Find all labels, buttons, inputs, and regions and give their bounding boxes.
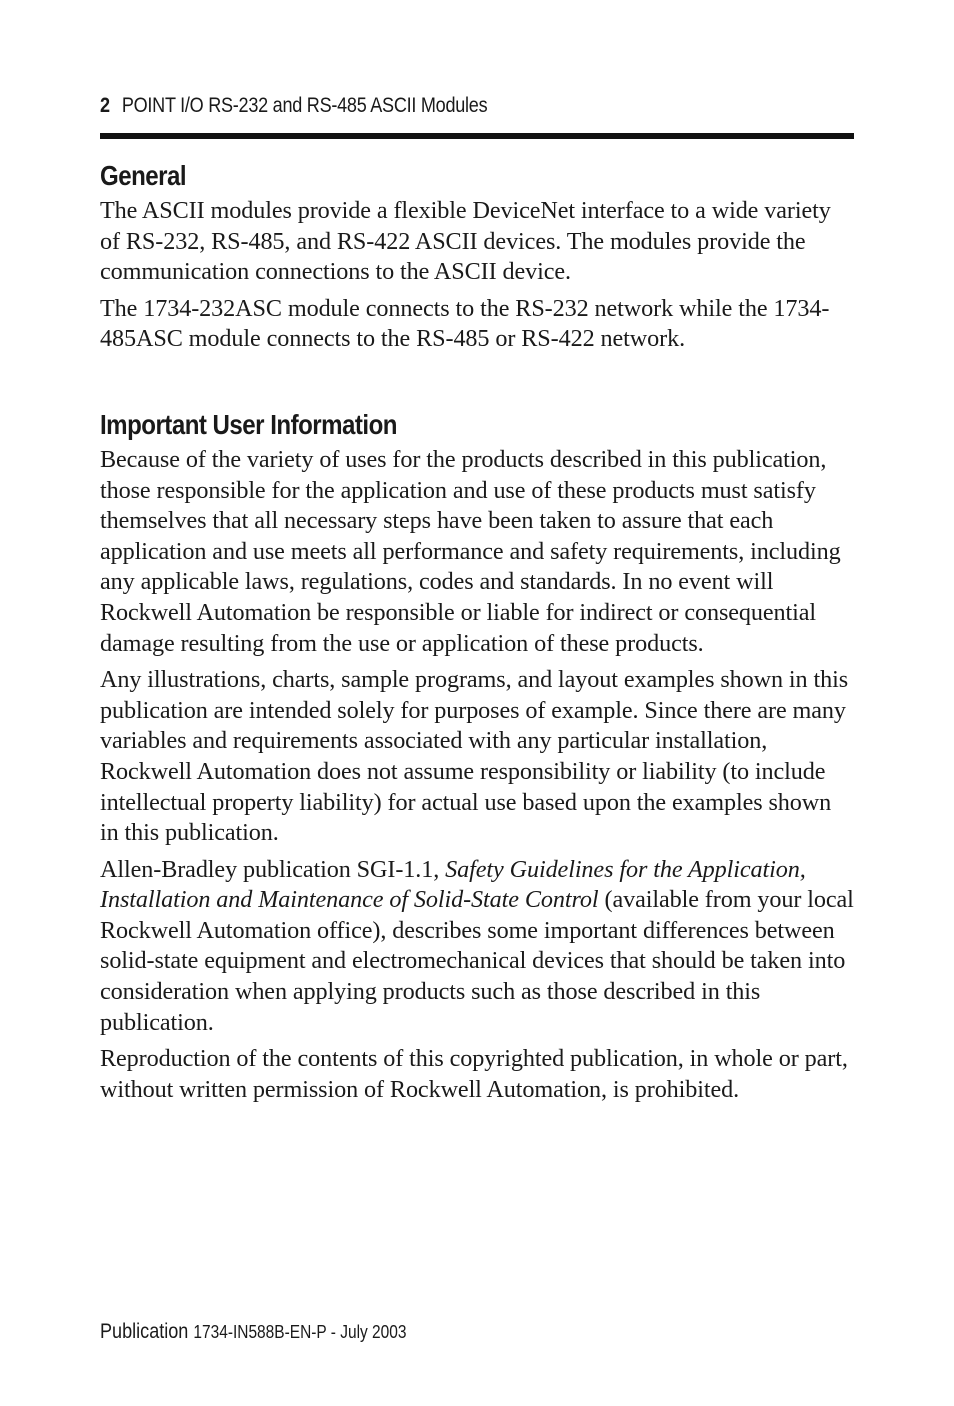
page-number: 2 bbox=[100, 94, 110, 117]
paragraph: Any illustrations, charts, sample programs, and layout examples shown in this publication are intended solely for purposes of example. Since there are many variables and requirements associated with any particular installation, Rockwell Automation does not assume responsibility or liability (to include intellectual property liability) for actual use based upon the examples shown in this publication. bbox=[100, 666, 849, 847]
running-header bbox=[100, 94, 748, 118]
paragraph: The ASCII modules provide a flexible DeviceNet interface to a wide variety of RS-232, RS-485, and RS-422 ASCII devices. The modules provide the communication connections to the ASCII device. bbox=[100, 197, 831, 286]
running-title: POINT I/O RS-232 and RS-485 ASCII Modules bbox=[121, 94, 488, 117]
section-important-user-information bbox=[100, 405, 854, 1105]
footer-label: Publication bbox=[100, 1320, 189, 1343]
safety-rest-text: (available from your local Rockwell Automation office), describes some important differences between solid-state equipment and electromechanical devices that should be taken into consideration when applying products such as those described in this publication. bbox=[100, 886, 854, 1036]
section-general bbox=[100, 156, 854, 355]
safety-lead-text: Allen-Bradley publication SGI-1.1, bbox=[100, 855, 446, 883]
publication-id: 1734-IN588B-EN-P - July 2003 bbox=[193, 1322, 407, 1342]
page-content bbox=[100, 156, 854, 1111]
paragraph: Reproduction of the contents of this copyrighted publication, in whole or part, without written permission of Rockwell Automation, is prohibited. bbox=[100, 1045, 848, 1103]
paragraph: Because of the variety of uses for the products described in this publication, those responsible for the application and use of these products must satisfy themselves that all necessary steps have been taken to assure that each application and use meets all performance and safety requirements, including any applicable laws, regulations, codes and standards. In no event will Rockwell Automation be responsible or liable for indirect or consequential damage resulting from the use or application of these products. bbox=[100, 445, 841, 657]
paragraph: The 1734-232ASC module connects to the RS-232 network while the 1734-485ASC module connects to the RS-485 or RS-422 network. bbox=[100, 294, 830, 353]
section-heading-general: General bbox=[100, 160, 187, 191]
page-footer bbox=[100, 1320, 406, 1344]
section-heading-important-user-information: Important User Information bbox=[100, 408, 397, 440]
safety-guidelines-title: Safety Guidelines for the Application, Installation and Maintenance of Solid-State Control bbox=[100, 855, 806, 914]
header-rule bbox=[100, 133, 854, 139]
safety-guidelines-paragraph bbox=[100, 855, 854, 1039]
